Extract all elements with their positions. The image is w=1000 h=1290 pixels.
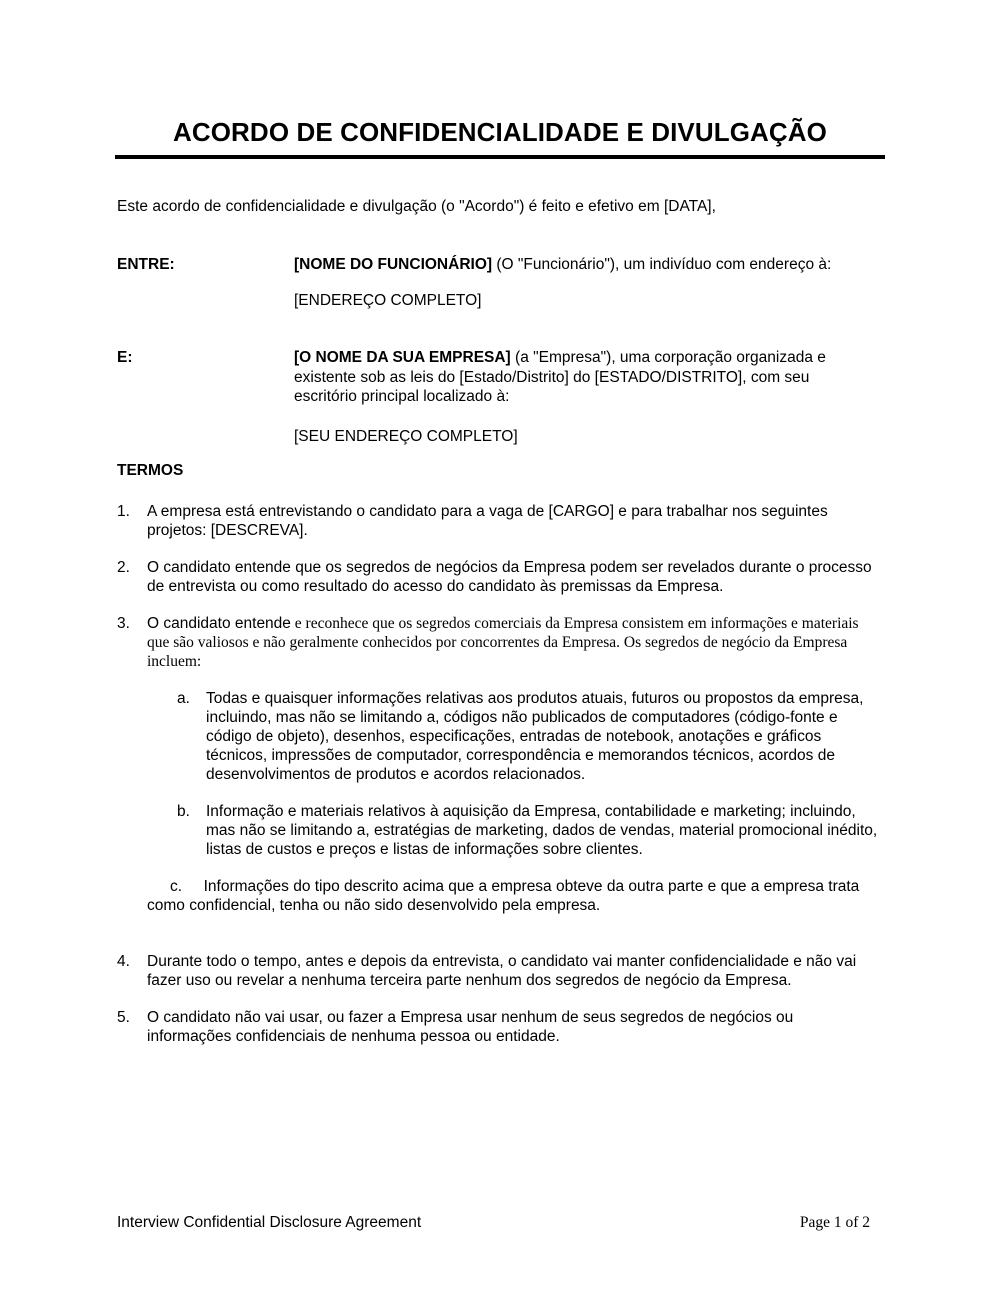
term-text: O candidato não vai usar, ou fazer a Empresa usar nenhum de seus segredos de negócios ou informações confidenciais de nenhuma pessoa ou entidade. [147, 1009, 794, 1045]
terms-heading: TERMOS [117, 462, 184, 479]
term-text: A empresa está entrevistando o candidato para a vaga de [CARGO] e para trabalhar nos seguintes projetos: [DESCREVA]. [147, 503, 828, 539]
subitem-text: Informações do tipo descrito acima que a empresa obteve da outra parte e que a empresa trata como confidencial, tenha ou não sido desenvolvido pela empresa. [147, 878, 860, 914]
footer-page-number: Page 1 of 2 [799, 1214, 870, 1231]
term-number: 2. [117, 559, 130, 576]
term-text: Durante todo o tempo, antes e depois da entrevista, o candidato vai manter confidencialidade e não vai fazer uso ou revelar a nenhuma terceira parte nenhum dos segredos de negócio da Empresa. [147, 953, 857, 989]
subitem-text: Todas e quaisquer informações relativas aos produtos atuais, futuros ou propostos da empresa, incluindo, mas não se limitando a, códigos não publicados de computadores (código-fonte e código de objeto), desenhos, especificações, entradas de notebook, anotações e gráficos técnicos, impressões de computador, correspondência e memorandos técnicos, acordos de desenvolvimentos de produtos e acordos relacionados. [206, 690, 864, 783]
party-label-e: E: [117, 349, 133, 366]
employee-address-placeholder: [ENDEREÇO COMPLETO] [294, 292, 482, 309]
subitem-letter: a. [177, 690, 190, 707]
intro-paragraph: Este acordo de confidencialidade e divulgação (o "Acordo") é feito e efetivo em [DATA], [117, 198, 716, 215]
subitem-letter: c. [170, 878, 183, 895]
term-text-mixed [147, 614, 872, 671]
term-text-sans-part: O candidato entende [147, 615, 291, 632]
term-number: 3. [117, 615, 130, 632]
term-number: 1. [117, 503, 130, 520]
title-rule [115, 155, 885, 159]
subitem-text: Informação e materiais relativos à aquisição da Empresa, contabilidade e marketing; incluindo, mas não se limitando a, estratégias de marketing, dados de vendas, material promocional inédito, listas de custos e preços e listas de informações sobre clientes. [206, 803, 878, 858]
term-text-serif-part: e reconhece que os segredos comerciais da Empresa consistem em informações e materiais que são valiosos e não geralmente conhecidos por concorrentes da Empresa. Os segredos de negócio da Empresa incluem: [147, 615, 859, 670]
party-description-company [294, 348, 869, 407]
employee-name-placeholder: [NOME DO FUNCIONÁRIO] [294, 256, 493, 273]
employee-description: (O "Funcionário"), um indivíduo com endereço à: [492, 256, 832, 273]
company-description: (a "Empresa"), uma corporação organizada e existente sob as leis do [Estado/Distrito] do [ESTADO/DISTRITO], com seu escritório principal localizado à: [294, 349, 826, 405]
company-name-placeholder: [O NOME DA SUA EMPRESA] [294, 349, 511, 366]
party-label-entre: ENTRE: [117, 256, 175, 273]
party-description-employee [294, 255, 884, 275]
company-address-placeholder: [SEU ENDEREÇO COMPLETO] [294, 428, 518, 445]
subitem-c [147, 877, 887, 915]
subitem-letter: b. [177, 803, 190, 820]
footer-document-name: Interview Confidential Disclosure Agreement [117, 1214, 422, 1231]
term-number: 4. [117, 953, 130, 970]
term-text: O candidato entende que os segredos de negócios da Empresa podem ser revelados durante o processo de entrevista ou como resultado do acesso do candidato às premissas da Empresa. [147, 559, 872, 595]
document-title: ACORDO DE CONFIDENCIALIDADE E DIVULGAÇÃO [172, 117, 827, 147]
term-number: 5. [117, 1009, 130, 1026]
